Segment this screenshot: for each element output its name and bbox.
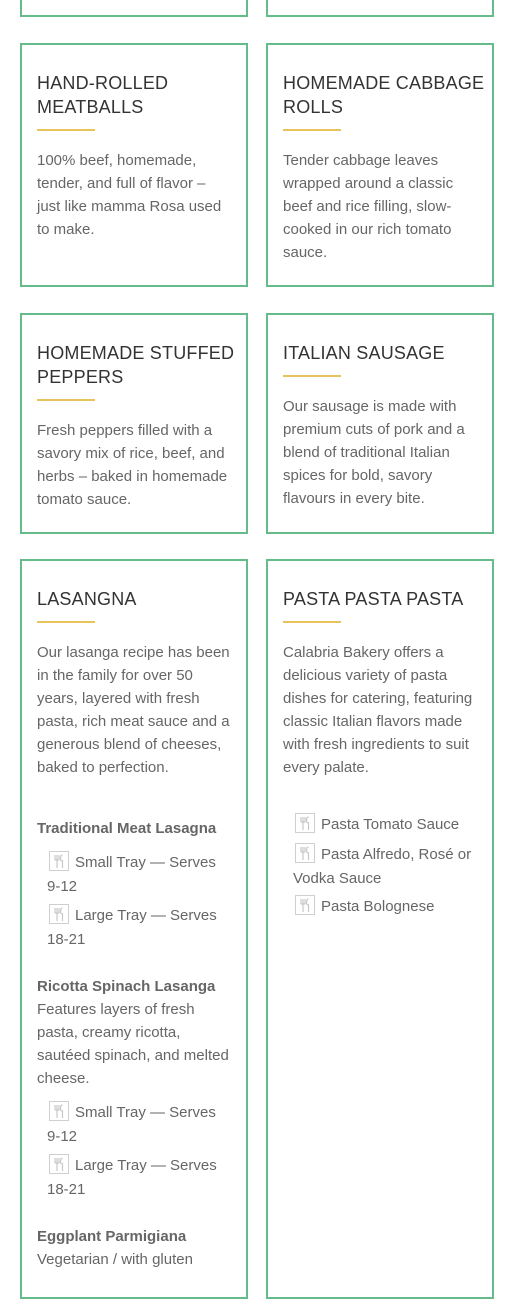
- fork-knife-icon: [49, 851, 69, 871]
- card-title-line: HOMEMADE CABBAGE: [283, 73, 485, 93]
- section-description: Features layers of fresh pasta, creamy ricotta, sautéed spinach, and melted cheese.: [37, 1001, 229, 1087]
- section-title: Traditional Meat Lasagna: [37, 820, 217, 837]
- card-meatballs: [20, 43, 248, 287]
- card-title-line: ROLLS: [283, 97, 344, 117]
- card-title: [283, 71, 484, 119]
- card-description: Tender cabbage leaves wrapped around a classic beef and rice filling, slow-cooked in our rich tomato sauce.: [283, 152, 454, 261]
- card-lasagna: [20, 559, 248, 1299]
- section-title: Ricotta Spinach Lasanga: [37, 978, 216, 995]
- section-description: Vegetarian / with gluten: [37, 1251, 193, 1268]
- title-underline: [283, 129, 341, 131]
- card-italian-sausage: [266, 313, 494, 534]
- card-description: Fresh peppers filled with a savory mix of rice, beef, and herbs – baked in homemade tomato sauce.: [37, 422, 228, 508]
- list-item: [293, 813, 472, 837]
- fork-knife-icon: [295, 895, 315, 915]
- fork-knife-icon: [49, 1154, 69, 1174]
- list-item-label: Pasta Alfredo, Rosé or Vodka Sauce: [293, 846, 472, 887]
- list-item: [47, 904, 226, 952]
- card-pasta: [266, 559, 494, 1299]
- fork-knife-icon: [295, 813, 315, 833]
- card-title: PASTA PASTA PASTA: [283, 589, 464, 609]
- card-description: Our sausage is made with premium cuts of pork and a blend of traditional Italian spices for bold, savory flavours in every bite.: [283, 398, 465, 507]
- title-underline: [37, 621, 95, 623]
- list-item-label: Small Tray — Serves 9-12: [47, 854, 216, 895]
- fork-knife-icon: [295, 843, 315, 863]
- card-title-line: PEPPERS: [37, 367, 124, 387]
- card-partial-left: [20, 0, 248, 17]
- fork-knife-icon: [49, 1101, 69, 1121]
- title-underline: [37, 129, 95, 131]
- card-stuffed-peppers: [20, 313, 248, 534]
- list-item: [47, 1101, 226, 1149]
- list-item-label: Pasta Tomato Sauce: [321, 816, 460, 833]
- card-title: [37, 341, 234, 389]
- title-underline: [283, 375, 341, 377]
- card-description: 100% beef, homemade, tender, and full of flavor – just like mamma Rosa used to make.: [37, 152, 222, 238]
- card-title: ITALIAN SAUSAGE: [283, 343, 445, 363]
- title-underline: [37, 399, 95, 401]
- list-item-label: Large Tray — Serves 18-21: [47, 1157, 217, 1198]
- list-item: [293, 843, 472, 891]
- list-item: [47, 851, 226, 899]
- card-description: Our lasanga recipe has been in the family for over 50 years, layered with fresh pasta, rich meat sauce and a generous blend of cheeses, baked to perfection.: [37, 644, 230, 776]
- card-cabbage-rolls: [266, 43, 494, 287]
- card-description: Calabria Bakery offers a delicious variety of pasta dishes for catering, featuring classic Italian flavors made with fresh ingredients to suit every palate.: [283, 644, 473, 776]
- list-item-label: Pasta Bolognese: [321, 898, 435, 915]
- card-title-line: HAND-ROLLED: [37, 73, 169, 93]
- card-title-line: HOMEMADE STUFFED: [37, 343, 235, 363]
- list-item-label: Large Tray — Serves 18-21: [47, 907, 217, 948]
- list-item: [293, 895, 472, 919]
- card-title: LASANGNA: [37, 589, 137, 609]
- card-title: [37, 71, 168, 119]
- card-title-line: MEATBALLS: [37, 97, 144, 117]
- list-item: [47, 1154, 226, 1202]
- title-underline: [283, 621, 341, 623]
- section-title: Eggplant Parmigiana: [37, 1228, 187, 1245]
- card-partial-right: [266, 0, 494, 17]
- list-item-label: Small Tray — Serves 9-12: [47, 1104, 216, 1145]
- fork-knife-icon: [49, 904, 69, 924]
